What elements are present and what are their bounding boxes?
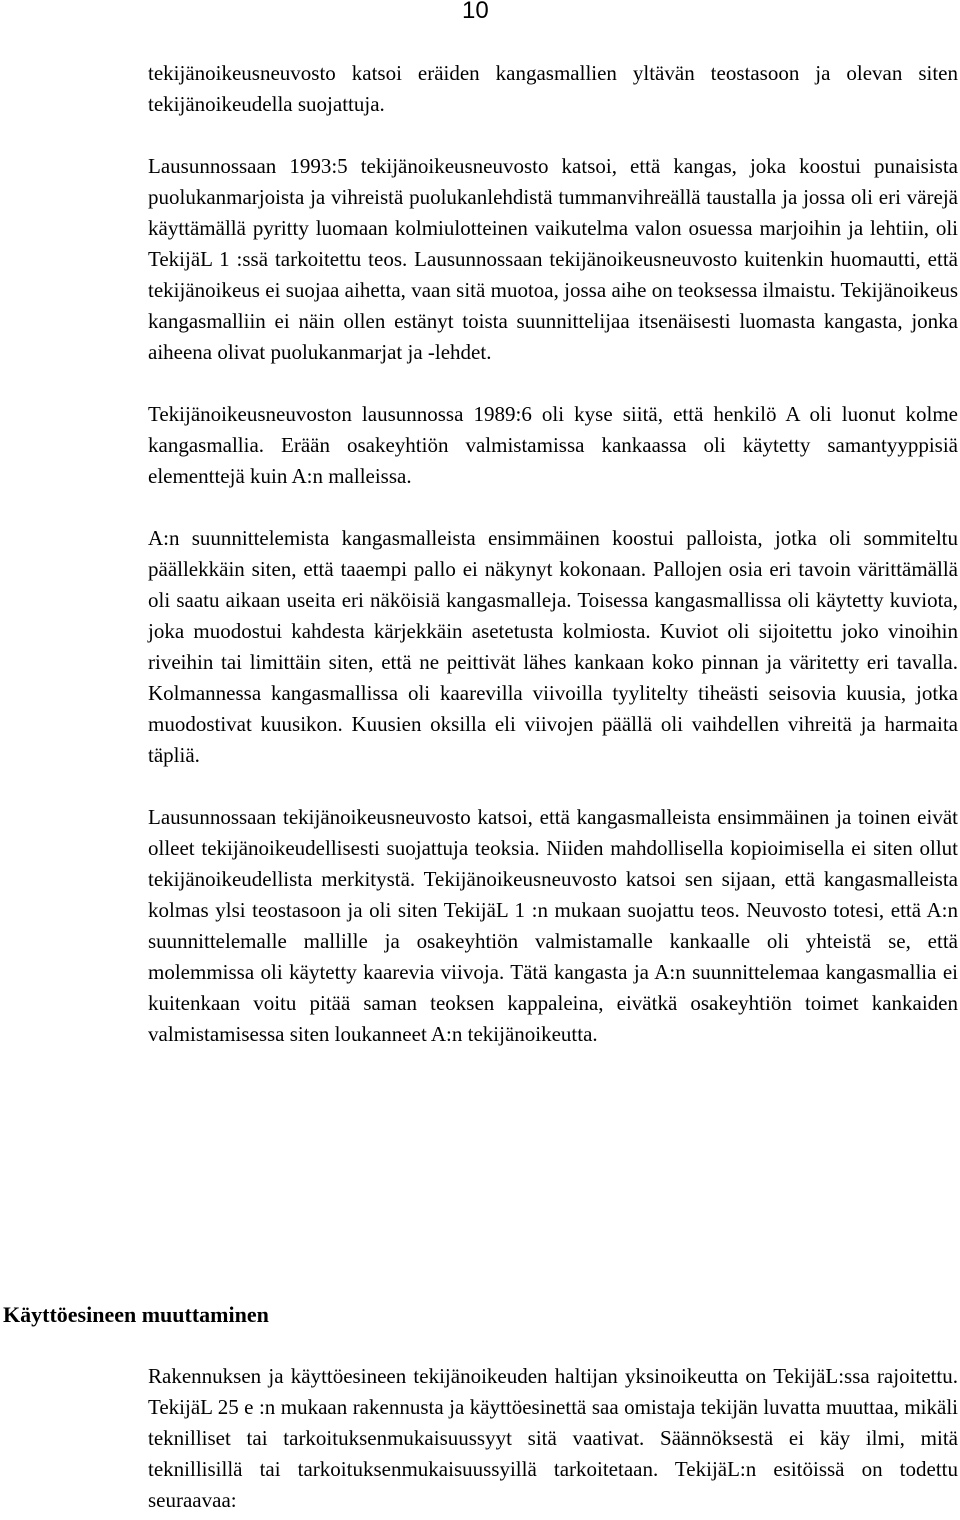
paragraph-section-intro: Rakennuksen ja käyttöesineen tekijänoikeuden haltijan yksinoikeutta on TekijäL:ssa rajoitettu. TekijäL 25 e :n mukaan rakennusta ja käyttöesinettä saa omistaja tekijän luvatta muuttaa, mikäli teknilliset tai tarkoituksenmukaisuussyyt sitä vaativat. Säännöksestä ei käy ilmi, mitä teknillisillä tai tarkoituksenmukaisuussyillä tarkoitetaan. TekijäL:n esitöissä on todettu seuraavaa: — [148, 1364, 958, 1512]
paragraph-continuation: tekijänoikeusneuvosto katsoi eräiden kangasmallien yltävän teostasoon ja olevan siten tekijänoikeudella suojattuja. — [148, 61, 958, 116]
page-number: 10 — [462, 0, 489, 24]
paragraph-council-conclusion: Lausunnossaan tekijänoikeusneuvosto katsoi, että kangasmalleista ensimmäinen ja toinen eivät olleet tekijänoikeudellisesti suojattuja teoksia. Niiden mahdollisella kopioimisella ei siten ollut tekijänoikeudellista merkitystä. Tekijänoikeusneuvosto katsoi sen sijaan, että kangasmalleista kolmas ylsi teostasoon ja oli siten TekijäL 1 :n mukaan suojattu teos. Neuvosto totesi, että A:n suunnittelemalle mallille ja osakeyhtiön valmistamalle kankaalle oli yhteistä se, että molemmissa oli käytetty kaarevia viivoja. Tätä kangasta ja A:n suunnittelemaa kangasmallia ei kuitenkaan voitu pitää saman teoksen kappaleina, eivätkä osakeyhtiön toimet kankaiden valmistamisessa siten loukanneet A:n tekijänoikeutta. — [148, 805, 958, 1046]
paragraph-spacer — [148, 368, 958, 399]
paragraph-spacer — [148, 771, 958, 802]
main-text — [148, 58, 958, 1050]
paragraph-fabric-designs: A:n suunnittelemista kangasmalleista ensimmäinen koostui palloista, jotka oli sommiteltu päällekkäin siten, että taaempi pallo ei näkynyt kokonaan. Pallojen osia eri tavoin värittämällä oli saatu aikaan useita eri näköisiä kangasmalleja. Toisessa kangasmallissa oli käytetty kuviota, joka muodostui kahdesta kärjekkäin asetetusta kolmiosta. Kuviot oli sijoitettu joko vinoihin riveihin tai limittäin siten, että ne peittivät lähes kankaan koko pinnan ja väritetty eri tavalla. Kolmannessa kangasmallissa oli kaarevilla viivoilla tyylitelty tiheästi seisovia kuusia, jotka muodostivat kuusikon. Kuusien oksilla eli viivojen päällä oli vaihdellen vihreitä ja harmaita täpliä. — [148, 526, 958, 767]
paragraph-spacer — [148, 492, 958, 523]
paragraph-opinion-1989-6: Tekijänoikeusneuvoston lausunnossa 1989:6 oli kyse siitä, että henkilö A oli luonut kolme kangasmallia. Erään osakeyhtiön valmistamissa kankaassa oli käytetty samantyyppisiä elementtejä kuin A:n malleissa. — [148, 402, 958, 488]
paragraph-spacer — [148, 120, 958, 151]
paragraph-opinion-1993-5: Lausunnossaan 1993:5 tekijänoikeusneuvosto katsoi, että kangas, joka koostui punaisista puolukanmarjoista ja vihreistä puolukanlehdistä tummanvihreällä taustalla ja jossa oli eri värejä käyttämällä pyritty luomaan kolmiulotteinen vaikutelma valon osuessa marjoihin ja lehtiin, oli TekijäL 1 :ssä tarkoitettu teos. Lausunnossaan tekijänoikeusneuvosto kuitenkin huomautti, että tekijänoikeus ei suojaa aihetta, vaan sitä muotoa, jossa aihe on teoksessa ilmaistu. Tekijänoikeus kangasmalliin ei näin ollen estänyt toista suunnittelijaa itsenäisesti luomasta kangasta, jonka aiheena olivat puolukanmarjat ja -lehdet. — [148, 154, 958, 364]
section-heading: Käyttöesineen muuttaminen — [3, 1302, 269, 1327]
section-text — [148, 1361, 958, 1516]
